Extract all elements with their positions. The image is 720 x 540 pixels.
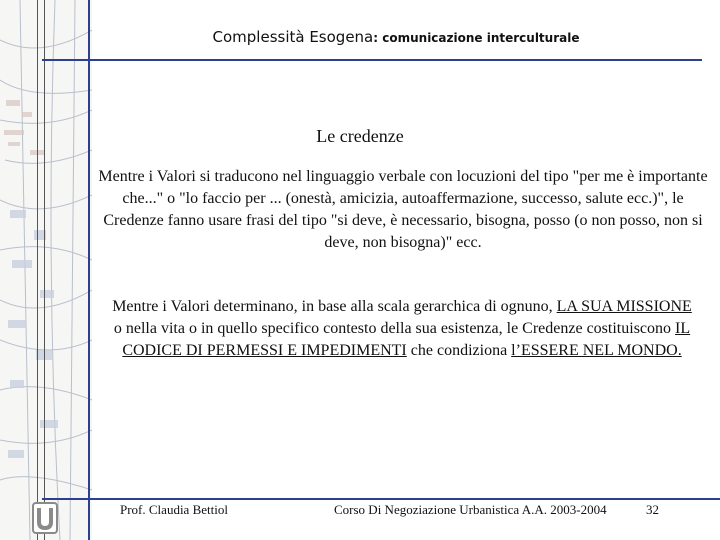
footer-rule: [42, 498, 720, 500]
paragraph2-part3: che condiziona: [406, 342, 512, 359]
header-title-sub: : comunicazione interculturale: [373, 31, 580, 45]
underlined-essere: l’ESSERE NEL MONDO.: [511, 342, 682, 359]
footer-author: Prof. Claudia Bettiol: [120, 502, 228, 517]
decorative-map-strip: [0, 0, 92, 540]
header-title-main: Complessità Esogena: [212, 28, 374, 46]
paragraph2-part2: o nella vita o in quello specifico contesto della sua esistenza, le Credenze costituiscono: [113, 320, 676, 337]
vertical-thin-line-right: [44, 0, 45, 540]
vertical-thin-line-left: [37, 0, 38, 540]
underlined-missione: LA SUA MISSIONE: [556, 298, 692, 315]
paragraph-valori-credenze: Mentre i Valori si traducono nel linguaggio verbale con locuzioni del tipo "per me è importante che..." o "lo faccio per ... (onestà, amicizia, autoaffermazione, successo, salute ecc.)", le Credenze fanno usare frasi del tipo "si deve, è necessario, bisogna, posso (o non posso, non si deve, non bisogna)" ecc.: [98, 168, 708, 251]
page-number: 32: [646, 502, 659, 517]
header-underline: [42, 59, 702, 61]
footer-course: Corso Di Negoziazione Urbanistica A.A. 2003-2004: [334, 502, 607, 517]
paragraph2-part1: Mentre i Valori determinano, in base alla scala gerarchica di ognuno,: [112, 298, 557, 315]
header-title: [96, 28, 696, 46]
paragraph-missione: [112, 296, 692, 362]
slide-heading: Le credenze: [316, 126, 404, 146]
city-map-graphic: [0, 0, 92, 540]
underlined-codice: IL CODICE DI PERMESSI E IMPEDIMENTI: [122, 320, 691, 359]
university-logo-icon: [32, 502, 58, 534]
vertical-accent-line: [88, 0, 90, 540]
